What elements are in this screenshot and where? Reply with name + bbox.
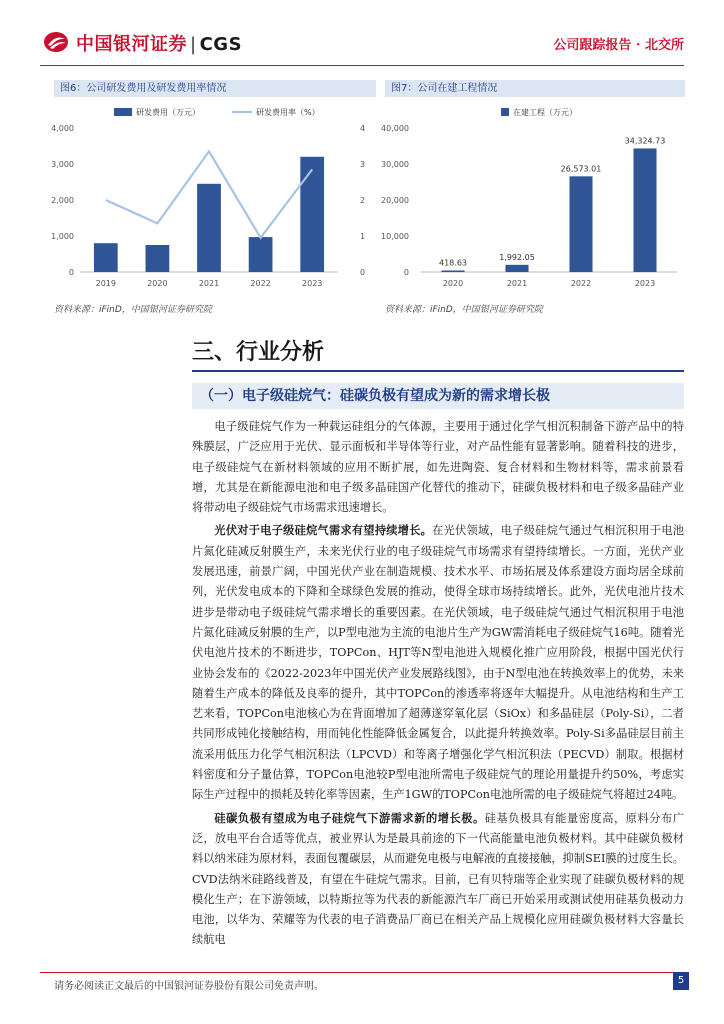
bar-rd-expense [197, 184, 221, 272]
subsection-heading: （一）电子级硅烷气：硅碳负极有望成为新的需求增长极 [192, 383, 684, 409]
x-tick-label: 2021 [198, 279, 220, 288]
chart-construction-in-progress [381, 100, 685, 298]
paragraph-lead: 硅碳负极有望成为电子硅烷气下游需求新的增长极。 [214, 810, 485, 825]
y-right-tick-label: 1 [360, 232, 366, 241]
footer-divider [40, 972, 684, 973]
report-type: 公司跟踪报告 · 北交所 [553, 38, 684, 53]
figure-7-source: 资料来源：iFinD，中国银河证券研究院 [385, 305, 543, 315]
bar-rd-expense [249, 237, 273, 272]
section-heading: 三、行业分析 [192, 339, 325, 365]
bar-value-label: 418.63 [439, 258, 467, 268]
y-right-tick-label: 3 [360, 160, 366, 169]
x-tick-label: 2021 [506, 279, 528, 288]
legend-label: 在建工程（万元） [513, 108, 577, 117]
header-divider [40, 65, 684, 66]
x-tick-label: 2023 [634, 279, 656, 288]
x-tick-label: 2022 [250, 279, 271, 288]
x-tick-label: 2022 [570, 279, 592, 288]
legend-swatch-bar [501, 108, 509, 116]
legend-swatch-bar [114, 108, 132, 116]
y-tick-label: 20,000 [381, 196, 409, 205]
y-left-tick-label: 2,000 [51, 196, 74, 205]
paragraph-2: 光伏对于电子级硅烷气需求有望持续增长。在光伏领域，电子级硅烷气通过气相沉积用于电池片氮化硅减反射膜生产，未来光伏行业的电子级硅烷气市场需求有望持续增长。一方面，光伏产业发展迅速，前景广阔，中国光伏产业在制造规模、技术水平、市场拓展及体系建设方面均居全球前列，光伏发电成本的下降和全球绿色发展的推动，使得全球市场持续增长。此外，光伏电池片技术进步是带动电子级硅烷气需求增长的重要因素。在光伏领域，电子级硅烷气通过气相沉积用于电池片氮化硅减反射膜的生产，以P型电池为主流的电池片生产为GW需消耗电子级硅烷气16吨。随着光伏电池片技术的不断进步，TOPCon、HJT等N型电池进入规模化推广应用阶段，根据中国光伏行业协会发布的《2022-2023年中国光伏产业发展路线图》，由于N型电池在转换效率上的优势，未来随着生产成本的降低及良率的提升，其中TOPCon的渗透率将逐年大幅提升。从电池结构和生产工艺来看，TOPCon电池核心为在背面增加了超薄遂穿氧化层（SiOx）和多晶硅层（Poly-Si），二者共同形成钝化接触结构，用而钝化性能降低金属复合，以此提升转换效率。Poly-Si多晶硅层目前主流采用低压力化学气相沉积法（LPCVD）和等离子增强化学气相沉积法（PECVD）制取。根据材料密度和分子量估算，TOPCon电池较P型电池所需电子级硅烷气的理论用量提升约50%，考虑实际生产过程中的损耗及转化率等因素，生产1GW的TOPCon电池所需的电子级硅烷气将超过24吨。 [192, 523, 684, 802]
y-right-tick-label: 2 [360, 196, 366, 205]
bar-construction [505, 265, 528, 272]
figure-7-title: 图7：公司在建工程情况 [385, 80, 685, 97]
bar-value-label: 34,324.73 [624, 136, 666, 146]
y-left-tick-label: 3,000 [51, 160, 74, 169]
bar-rd-expense [94, 243, 118, 272]
y-right-tick-label: 4 [360, 124, 366, 133]
bar-value-label: 26,573.01 [560, 164, 602, 174]
page-number: 5 [673, 972, 689, 990]
chart-rd-expense [51, 100, 376, 298]
y-tick-label: 40,000 [381, 124, 409, 133]
brand-name-en: CGS [199, 34, 243, 55]
y-tick-label: 0 [403, 268, 409, 277]
figure-6-title: 图6：公司研发费用及研发费用率情况 [54, 80, 376, 97]
bar-construction [633, 148, 656, 272]
figure-6-source: 资料来源：iFinD，中国银河证券研究院 [54, 305, 212, 315]
bar-construction [441, 270, 464, 272]
body-text [192, 416, 684, 953]
section-divider [192, 370, 684, 372]
legend-label: 研发费用率（%） [256, 108, 320, 117]
x-tick-label: 2023 [302, 279, 323, 288]
legend-label: 研发费用（万元） [136, 108, 200, 117]
bar-rd-expense [300, 157, 324, 272]
brand-name: 中国银河证券 | CGS [76, 34, 243, 55]
y-tick-label: 10,000 [381, 232, 409, 241]
footer-disclaimer: 请务必阅读正文最后的中国银河证券股份有限公司免责声明。 [54, 981, 324, 992]
bar-rd-expense [146, 245, 170, 272]
paragraph-3: 硅碳负极有望成为电子硅烷气下游需求新的增长极。硅基负极具有能量密度高，原料分布广泛，放电平台合适等优点，被业界认为是最具前途的下一代高能量电池负极材料。其中硅碳负极材料以纳米硅为原材料，表面包覆碳层，从而避免电极与电解液的直接接触，抑制SEI膜的过度生长。CVD法纳米硅路线普及，有望在牛硅烷气需求。目前，已有贝特瑞等企业实现了硅碳负极材料的规模化生产；在下游领域，以特斯拉等为代表的新能源汽车厂商已开始采用或测试使用硅基负极动力电池，以华为、荣耀等为代表的电子消费品厂商已在相关产品上规模化应用硅碳负极材料大容量长续航电 [192, 810, 684, 947]
y-left-tick-label: 0 [68, 268, 74, 277]
x-tick-label: 2020 [147, 279, 168, 288]
bar-value-label: 1,992.05 [499, 252, 535, 262]
bar-construction [569, 176, 592, 272]
brand-name-cn: 中国银河证券 [76, 34, 187, 55]
cgs-logo-icon [42, 30, 70, 54]
y-right-tick-label: 0 [360, 268, 366, 277]
y-tick-label: 30,000 [381, 160, 409, 169]
paragraph-1: 电子级硅烷气作为一种载运硅组分的气体源，主要用于通过化学气相沉积制备下游产品中的特殊膜层，广泛应用于光伏、显示面板和半导体等行业，对产品性能有显著影响。随着科技的进步，电子级硅烷气在新材料领域的应用不断扩展，如先进陶瓷、复合材料和生物材料等，需求前景看增，尤其是在新能源电池和电子级多晶硅国产化替代的推动下，硅碳负极材料和电子级多晶硅产业将带动电子级硅烷气市场需求迅速增长。 [192, 420, 684, 515]
y-left-tick-label: 4,000 [51, 124, 74, 133]
x-tick-label: 2019 [95, 279, 116, 288]
y-left-tick-label: 1,000 [51, 232, 74, 241]
paragraph-lead: 光伏对于电子级硅烷气需求有望持续增长。 [214, 523, 433, 538]
x-tick-label: 2020 [442, 279, 464, 288]
